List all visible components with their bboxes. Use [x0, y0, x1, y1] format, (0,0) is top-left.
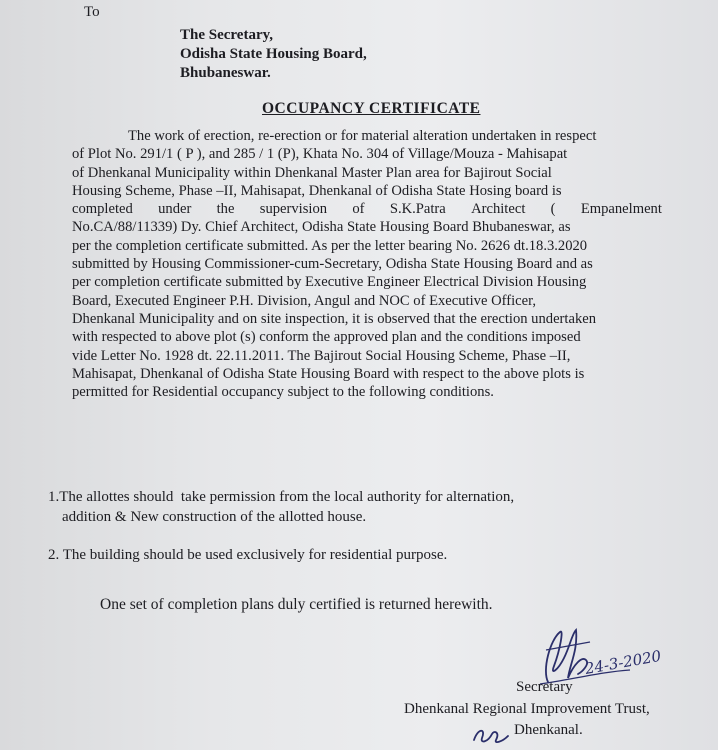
- paragraph-line: with respected to above plot (s) conform the approved plan and the conditions imposed: [72, 329, 581, 346]
- paragraph-line: The work of erection, re-erection or for material alteration undertaken in respect: [128, 128, 597, 144]
- conditions-list: [48, 487, 638, 565]
- word: Empanelment: [580, 201, 662, 218]
- addressee-line-2: Odisha State Housing Board,: [180, 46, 367, 62]
- signatory-designation: Secretary: [516, 679, 573, 695]
- word: under: [158, 201, 192, 218]
- word: supervision: [259, 201, 328, 218]
- condition-1-line-1: 1.The allottes should take permission from the local authority for alternation,: [48, 489, 515, 505]
- paragraph-line: Dhenkanal Municipality and on site inspection, it is observed that the erection undertaken: [72, 310, 597, 327]
- paragraph-line: submitted by Housing Commissioner-cum-Secretary, Odisha State Housing Board and as: [72, 256, 593, 273]
- paragraph-line: permitted for Residential occupancy subject to the following conditions.: [72, 384, 494, 401]
- signatory-organization: Dhenkanal Regional Improvement Trust,: [404, 701, 650, 717]
- initials-scribble: [470, 722, 512, 748]
- condition-1-line-2: addition & New construction of the allotted house.: [62, 509, 367, 525]
- word: the: [216, 201, 235, 218]
- paragraph-line-justified: [72, 200, 662, 218]
- paragraph-line: per completion certificate submitted by Executive Engineer Electrical Division Housing: [72, 274, 587, 291]
- paragraph-line: Board, Executed Engineer P.H. Division, Angul and NOC of Executive Officer,: [72, 292, 537, 309]
- paragraph-line: Housing Scheme, Phase –II, Mahisapat, Dhenkanal of Odisha State Hosing board is: [72, 182, 562, 199]
- document-title: OCCUPANCY CERTIFICATE: [262, 100, 481, 117]
- salutation: To: [84, 4, 100, 20]
- word: of: [352, 201, 365, 218]
- paragraph-line: vide Letter No. 1928 dt. 22.11.2011. The Bajirout Social Housing Scheme, Phase –II,: [72, 347, 571, 364]
- paragraph-line: No.CA/88/11339) Dy. Chief Architect, Odisha State Housing Board Bhubaneswar, as: [72, 219, 571, 236]
- signatory-city: Dhenkanal.: [514, 722, 583, 738]
- condition-1: [48, 487, 638, 527]
- word: S.K.Patra: [389, 201, 446, 218]
- paragraph-line: per the completion certificate submitted. As per the letter bearing No. 2626 dt.18.3.2020: [72, 237, 588, 254]
- certificate-paragraph: [72, 127, 662, 401]
- addressee-line-3: Bhubaneswar.: [180, 65, 271, 81]
- paragraph-line: of Plot No. 291/1 ( P ), and 285 / 1 (P), Khata No. 304 of Village/Mouza - Mahisapat: [72, 146, 568, 163]
- word: completed: [72, 201, 133, 218]
- returned-note: One set of completion plans duly certified is returned herewith.: [100, 596, 493, 613]
- paragraph-line: Mahisapat, Dhenkanal of Odisha State Housing Board with respect to the above plots is: [72, 365, 585, 382]
- word: Architect: [471, 201, 526, 218]
- word: (: [550, 201, 556, 218]
- paragraph-line: of Dhenkanal Municipality within Dhenkanal Master Plan area for Bajirout Social: [72, 164, 552, 181]
- signature-date: 24-3-2020: [583, 646, 663, 678]
- condition-2: 2. The building should be used exclusively for residential purpose.: [48, 547, 448, 563]
- addressee-line-1: The Secretary,: [180, 27, 274, 43]
- addressee-block: [180, 26, 367, 83]
